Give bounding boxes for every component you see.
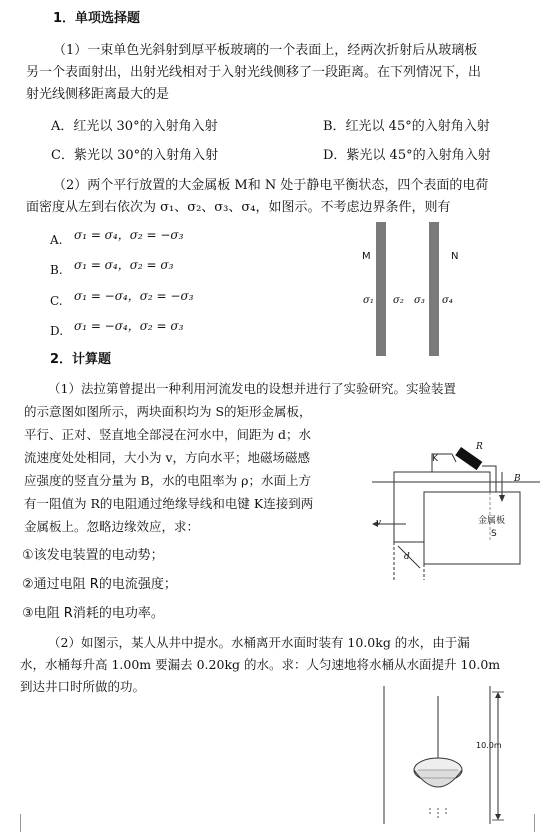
q2-option-b-expr: σ₁ = σ₄，σ₂ = σ₃ [74,258,174,272]
page-corner-right [534,814,553,832]
q2-option-c-expr: σ₁ = −σ₄，σ₂ = −σ₃ [74,289,194,303]
fig-label-s: S [491,529,497,539]
front-plate [424,492,520,564]
sigma4-label: σ₄ [442,295,453,306]
plate-n [429,222,439,356]
calc-q2-line3: 到达井口时所做的功。 [20,679,146,694]
sigma2-label: σ₂ [393,295,404,306]
q1-option-b: B．红光以 45°的入射角入射 [323,119,490,134]
q2-option-d-expr: σ₁ = −σ₄，σ₂ = σ₃ [74,319,184,333]
plate-m-label: M [362,251,371,262]
calc-q1-line5: 应强度的竖直分量为 B，水的电阻率为 ρ；水面上方 [24,473,311,488]
fig-label-d: d [404,552,410,562]
calc-q2-line2: 水，水桶每升高 1.00m 要漏去 0.20kg 的水。求：人匀速地将水桶从水面提升 10.0m [20,657,501,672]
calc-q1-line6: 有一阻值为 R的电阻通过绝缘导线和电键 K连接到两 [24,496,314,511]
q2-option-b-label: B. [50,263,63,277]
q1-text-line2: 另一个表面射出，出射光线相对于入射光线侧移了一段距离。在下列情况下，出 [26,65,482,80]
sigma1-label: σ₁ [363,295,374,306]
calc-q1-item1: ①该发电装置的电动势； [22,548,164,563]
section1-title: 1．单项选择题 [53,11,141,26]
q2-option-d-label: D. [50,324,64,338]
q1-text-line1: （1）一束单色光斜射到厚平板玻璃的一个表面上，经两次折射后从玻璃板 [53,43,478,58]
q1-option-c: C．紫光以 30°的入射角入射 [51,148,219,163]
q1-text-line3: 射光线侧移距离最大的是 [26,87,170,102]
calc-q2-line1: （2）如图示，某人从井中提水。水桶离开水面时装有 10.0kg 的水，由于漏 [48,635,470,650]
calc-q1-line3: 平行、正对、竖直地全部浸在河水中，间距为 d；水 [24,427,311,442]
section2-title: 2．计算题 [50,352,112,367]
wire-right [482,466,496,492]
plate-m [376,222,386,356]
q2-option-a-label: A. [50,233,63,247]
fig-label-v: v [376,518,382,528]
q2-option-c-label: C. [50,294,63,308]
fig-label-k: K [432,454,438,464]
calc-q1-line2: 的示意图如图所示，两块面积均为 S的矩形金属板， [24,404,312,419]
q2-option-a-expr: σ₁ = σ₄，σ₂ = −σ₃ [74,228,184,242]
q2-text-line2: 面密度从左到右依次为 σ₁、σ₂、σ₃、σ₄，如图示。不考虑边界条件，则有 [26,200,451,215]
q2-text-line1: （2）两个平行放置的大金属板 M和 N 处于静电平衡状态，四个表面的电荷 [53,178,489,193]
river-generator-figure [372,432,542,584]
calc-q1-line7: 金属板上。忽略边缘效应，求： [24,519,200,534]
calc-q1-item3: ③电阻 R消耗的电功率。 [22,606,164,621]
q1-option-a: A．红光以 30°的入射角入射 [51,119,218,134]
sigma3-label: σ₃ [414,295,425,306]
well-bucket-figure [380,686,530,826]
fig-label-plate: 金属板 [478,516,506,526]
page-corner-left [0,814,21,832]
plate-n-label: N [451,251,459,262]
calc-q1-item2: ②通过电阻 R的电流强度； [22,577,177,592]
calc-q1-line1: （1）法拉第曾提出一种利用河流发电的设想并进行了实验研究。实验装置 [48,381,456,396]
calc-q1-line4: 流速度处处相同，大小为 v，方向水平；地磁场磁感 [24,450,311,465]
q1-option-d: D．紫光以 45°的入射角入射 [323,148,491,163]
fig-label-b: B [514,474,521,484]
fig-label-r: R [476,442,483,452]
fig-height-label: 10.0m [476,741,502,750]
